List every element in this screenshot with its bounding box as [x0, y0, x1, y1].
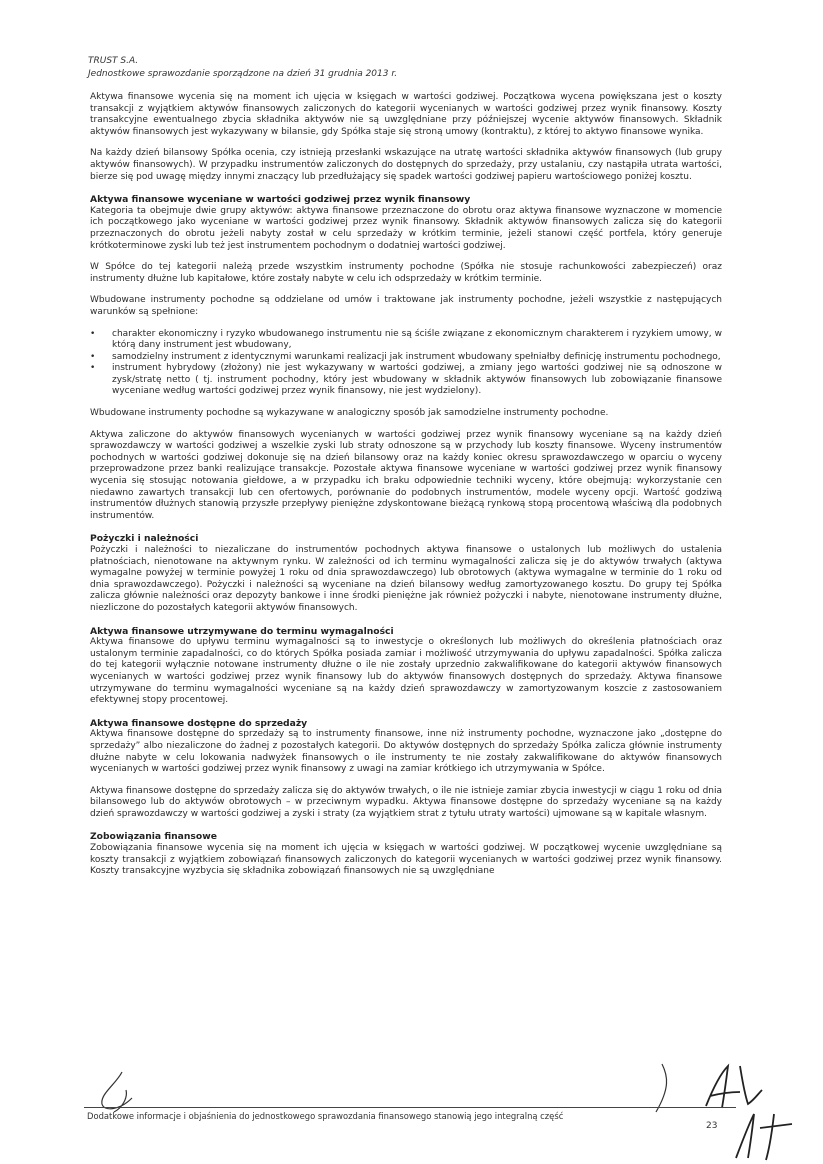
paragraph: Na każdy dzień bilansowy Spółka ocenia, czy istnieją przesłanki wskazujące na utratę wartości składnika aktywów finansowych (lub grupy aktywów finansowych). W przypadku instrumentów zaliczonych do dostępnych do sprzedaży, przy ustalaniu, czy nastąpiła utrata wartości, bierze się pod uwagę między innymi znaczący lub przedłużający się spadek wartości godziwej papieru wartościowego poniżej kosztu. [90, 148, 722, 182]
footer-note: Dodatkowe informacje i objaśnienia do jednostkowego sprawozdania finansowego stanowią jego integralną część [87, 1111, 564, 1121]
paragraph: Zobowiązania finansowe wycenia się na moment ich ujęcia w księgach w wartości godziwej. W początkowej wycenie uwzględniane są koszty transakcji z wyjątkiem zobowiązań finansowych zaliczonych do kategorii wycenianych w wartości godziwej przez wynik finansowy. Koszty transakcyjne wyzbycia się składnika zobowiązań finansowych nie są uwzględniane [90, 843, 722, 877]
paragraph: Aktywa finansowe wycenia się na moment ich ujęcia w księgach w wartości godziwej. Początkowa wycena powiększana jest o koszty transakcji z wyjątkiem aktywów finansowych zaliczonych do kategorii wycenianych w wartości godziwej przez wynik finansowy. Koszty transakcyjne ewentualnego zbycia składnika aktywów nie są uwzględniane przy późniejszej wycenie aktywów finansowych. Składnik aktywów finansowych jest wykazywany w bilansie, gdy Spółka staje się stroną umowy (kontraktu), z której to aktywo finansowe wynika. [90, 92, 722, 137]
paragraph: Kategoria ta obejmuje dwie grupy aktywów: aktywa finansowe przeznaczone do obrotu oraz aktywa finansowe wyznaczone w momencie ich początkowego jako wyceniane w wartości godziwej przez wynik finansowy. Składnik aktywów finansowych zalicza się do kategorii przeznaczonych do obrotu jeżeli nabyty został w celu sprzedaży w krótkim terminie, jeżeli stanowi część portfela, który generuje krótkoterminowe zyski lub też jest instrumentem pochodnym o dodatniej wartości godziwej. [90, 205, 722, 251]
paragraph: Aktywa finansowe dostępne do sprzedaży zalicza się do aktywów trwałych, o ile nie istnieje zamiar zbycia inwestycji w ciągu 1 roku od dnia bilansowego lub do aktywów obrotowych – w przeciwnym wypadku. Aktywa finansowe dostępne do sprzedaży wyceniane są na każdy dzień sprawozdawczy w wartości godziwej a zyski i straty (za wyjątkiem strat z tytułu utraty wartości) ujmowane są w kapitale własnym. [90, 785, 722, 819]
paragraph: W Spółce do tej kategorii należą przede wszystkim instrumenty pochodne (Spółka nie stosuje rachunkowości zabezpieczeń) oraz instrumenty dłużne lub kapitałowe, które zostały nabyte w celu ich odsprzedaży w krótkim terminie. [90, 262, 722, 284]
list-item: • samodzielny instrument z identycznymi warunkami realizacji jak instrument wbudowany spełniałby definicję instrumentu pochodnego, [112, 352, 722, 364]
paragraph: Aktywa finansowe dostępne do sprzedaży są to instrumenty finansowe, inne niż instrumenty pochodne, wyznaczone jako „dostępne do sprzedaży” albo niezaliczone do żadnej z pozostałych kategorii. Do aktywów dostępnych do sprzedaży Spółka zalicza głównie instrumenty dłużne nabyte w celu lokowania nadwyżek finansowych o ile instrumenty te nie zostały zakwalifikowane do aktywów finansowych wycenianych w wartości godziwej przez wynik finansowy z uwagi na zamiar krótkiego ich utrzymywania w Spółce. [90, 729, 722, 775]
footer-divider [84, 1107, 736, 1108]
paragraph: Aktywa finansowe do upływu terminu wymagalności są to inwestycje o określonych lub możliwych do określenia płatnościach oraz ustalonym terminie zapadalności, co do których Spółka posiada zamiar i możliwość utrzymywania do upływu zapadalności. Spółka zalicza do tej kategorii wyłącznie notowane instrumenty dłużne o ile nie zostały uprzednio zakwalifikowane do kategorii aktywów finansowych wycenianych w wartości godziwej przez wynik finansowy lub do aktywów finansowych dostępnych do sprzedaży. Aktywa finansowe utrzymywane do terminu wymagalności wyceniane są na każdy dzień sprawozdawczy w zamortyzowanym koszcie z zastosowaniem efektywnej stopy procentowej. [90, 637, 722, 706]
paragraph: Wbudowane instrumenty pochodne są wykazywane w analogiczny sposób jak samodzielne instrumenty pochodne. [90, 408, 609, 419]
paragraph: Wbudowane instrumenty pochodne są oddzielane od umów i traktowane jak instrumenty pochodne, jeżeli wszystkie z następujących warunków są spełnione: [90, 295, 722, 317]
signature-right [700, 1062, 796, 1162]
section-heading: Aktywa finansowe wyceniane w wartości godziwej przez wynik finansowy [90, 194, 471, 206]
paragraph: Pożyczki i należności to niezaliczane do instrumentów pochodnych aktywa finansowe o ustalonych lub możliwych do ustalenia płatnościach, nienotowane na aktywnym rynku. W zależności od ich terminu wymagalności zalicza się je do aktywów trwałych (aktywa wymagalne powyżej w terminie powyżej 1 roku od dnia sprawozdawczego) lub obrotowych (aktywa wymagalne w terminie do 1 roku od dnia sprawozdawczego). Pożyczki i należności są wyceniane na dzień bilansowy według zamortyzowanego kosztu. Do grupy tej Spółka zalicza głównie należności oraz depozyty bankowe i inne środki pieniężne jak również pożyczki i nabyte, nienotowane instrumenty dłużne, niezliczone do pozostałych kategorii aktywów finansowych. [90, 545, 722, 613]
company-name: TRUST S.A. [88, 56, 139, 66]
section-heading: Aktywa finansowe utrzymywane do terminu wymagalności [90, 625, 394, 637]
section-heading: Zobowiązania finansowe [90, 831, 217, 843]
document-subtitle: Jednostkowe sprawozdanie sporządzone na dzień 31 grudnia 2013 r. [88, 69, 398, 79]
page-number: 23 [706, 1121, 718, 1131]
paragraph: Aktywa zaliczone do aktywów finansowych wycenianych w wartości godziwej przez wynik finansowy wyceniane są na każdy dzień sprawozdawczy w wartości godziwej a wszelkie zyski lub straty odnoszone są w przychody lub koszty finansowe. Wyceny instrumentów pochodnych w wartości godziwej dokonuje się na dzień bilansowy oraz na każdy koniec okresu sprawozdawczego w oparciu o wyceny przeprowadzone przez banki realizujące transakcje. Pozostałe aktywa finansowe wyceniane w wartości godziwej przez wynik finansowy wycenia się stosując notowania giełdowe, a w przypadku ich braku odpowiednie techniki wyceny, które obejmują: wykorzystanie cen niedawno zawartych transakcji lub cen ofertowych, porównanie do podobnych instrumentów, modele wyceny opcji. Wartość godziwą instrumentów dłużnych stanowią przyszłe przepływy pieniężne zdyskontowane bieżącą rynkową stopą procentową właściwą dla podobnych instrumentów. [90, 429, 722, 521]
document-header [88, 55, 397, 81]
section-heading: Aktywa finansowe dostępne do sprzedaży [90, 717, 308, 729]
document-body [90, 92, 722, 888]
list-item: • instrument hybrydowy (złożony) nie jest wykazywany w wartości godziwej, a zmiany jego wartości godziwej nie są odnoszone w zysk/stratę netto ( tj. instrument pochodny, który jest wbudowany w składnik aktywów finansowych lub zobowiązanie finansowe wyceniane według wartości godziwej przez wynik finansowy, nie jest wydzielony). [112, 363, 722, 398]
list-item: • charakter ekonomiczny i ryzyko wbudowanego instrumentu nie są ściśle związane z ekonomicznym charakterem i ryzykiem umowy, w którą dany instrument jest wbudowany, [112, 329, 722, 352]
section-heading: Pożyczki i należności [90, 533, 199, 545]
conditions-list [90, 329, 722, 399]
